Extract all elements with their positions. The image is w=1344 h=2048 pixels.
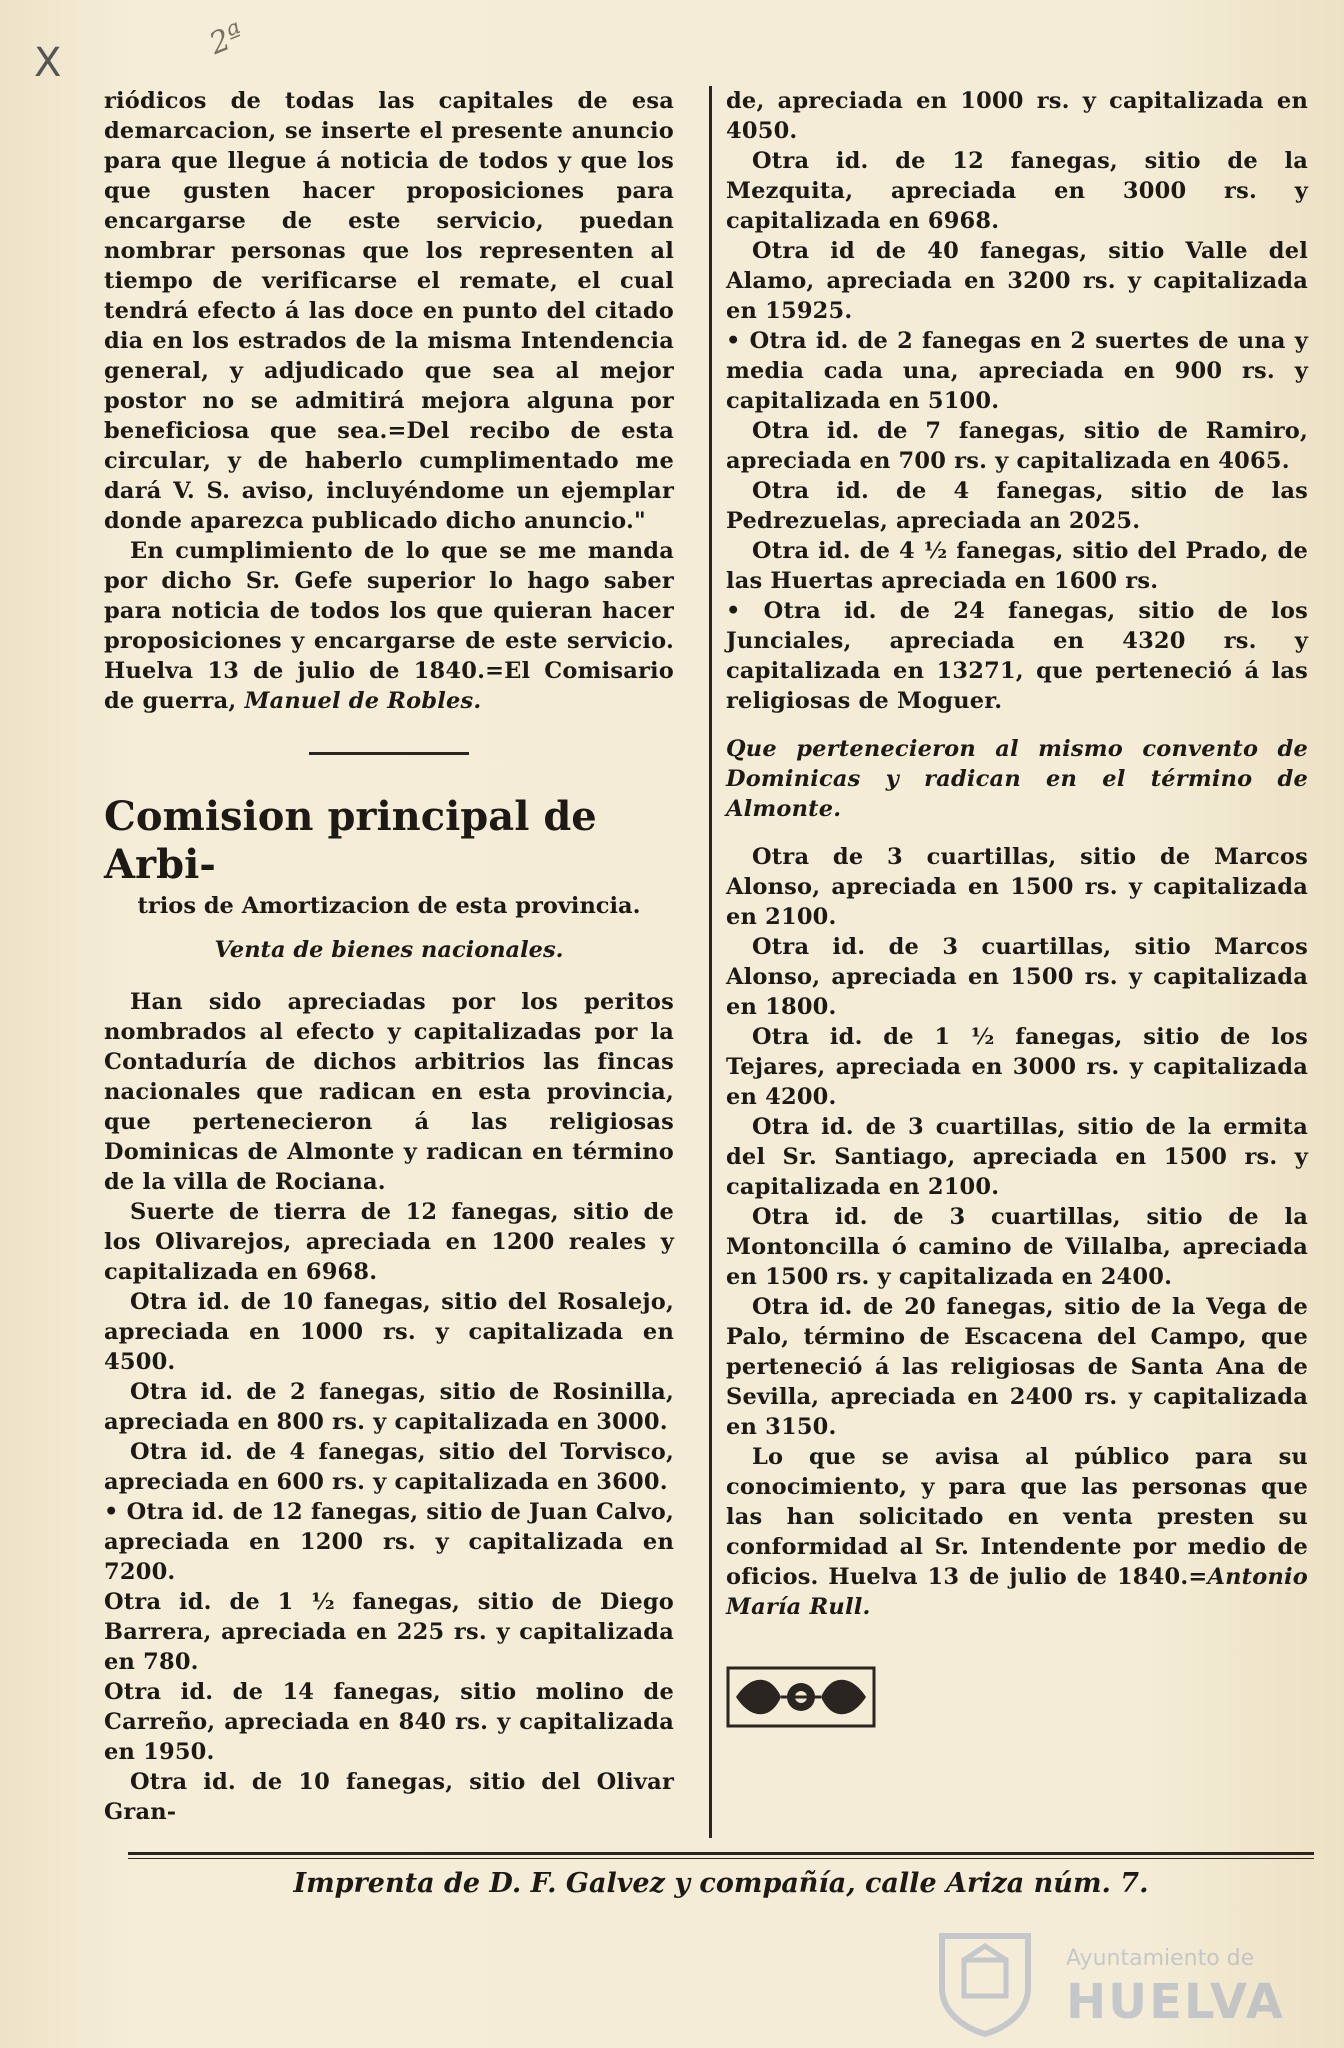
right-column [726, 86, 1308, 1732]
list-item: • Otra id. de 24 fanegas, sitio de los Junciales, apreciada en 4320 rs. y capitalizada en 13271, que perteneció á las religiosas de Moguer. [726, 598, 1308, 714]
list-item: Suerte de tierra de 12 fanegas, sitio de los Olivarejos, apreciada en 1200 reales y capitalizada en 6968. [104, 1199, 674, 1285]
list-item: Otra id. de 4 fanegas, sitio de las Pedrezuelas, apreciada an 2025. [726, 478, 1308, 534]
watermark-line2: HUELVA [1066, 1974, 1285, 2030]
handwritten-cross: X [34, 40, 62, 86]
footer-rule [128, 1852, 1314, 1855]
signature-robles: Manuel de Robles. [244, 688, 482, 714]
footer-rule-thin [128, 1858, 1314, 1859]
city-shield-icon [930, 1928, 1040, 2038]
list-item: Otra id. de 1 ½ fanegas, sitio de Diego Barrera, apreciada en 225 rs. y capitalizada en 780. [104, 1589, 674, 1675]
list-item: Otra id. de 2 fanegas, sitio de Rosinilla, apreciada en 800 rs. y capitalizada en 3000. [104, 1379, 674, 1435]
archive-watermark [930, 1928, 1285, 2038]
signature-rull: Antonio María Rull. [726, 1564, 1308, 1620]
decorative-ornament-icon [726, 1666, 876, 1728]
closing-text: Lo que se avisa al público para su conocimiento, y para que las personas que las han solicitado en venta presten su conformidad al Sr. Intendente por medio de oficios. Huelva 13 de julio de 1840.= [726, 1444, 1308, 1590]
list-item: de, apreciada en 1000 rs. y capitalizada en 4050. [726, 88, 1308, 144]
list-item: Otra id. de 1 ½ fanegas, sitio de los Tejares, apreciada en 3000 rs. y capitalizada en 4200. [726, 1024, 1308, 1110]
printer-imprint: Imprenta de D. F. Galvez y compañía, calle Ariza núm. 7. [293, 1868, 1149, 1899]
intro-paragraph: riódicos de todas las capitales de esa demarcacion, se inserte el presente anuncio para que llegue á noticia de todos y que los que gusten hacer proposiciones para encargarse de este servicio, puedan nombrar personas que los representen al tiempo de verificarse el remate, el cual tendrá efecto á las doce en punto del citado dia en los estrados de la misma Intendencia general, y adjudicado que sea al mejor postor no se admitirá mejora alguna por beneficiosa que sea.=Del recibo de esta circular, y de haberlo cumplimentado me dará V. S. aviso, incluyéndome un ejemplar donde aparezca publicado dicho anuncio." [104, 88, 674, 534]
announcement-paragraph: Han sido apreciadas por los peritos nombrados al efecto y capitalizadas por la Contaduría de dichos arbitrios las fincas nacionales que radican en esta provincia, que pertenecieron á las religiosas Dominicas de Almonte y radican en término de la villa de Rociana. [104, 989, 674, 1195]
compliance-text: En cumplimiento de lo que se me manda por dicho Sr. Gefe superior lo hago saber para noticia de todos los que quieran hacer proposiciones y encargarse de este servicio. Huelva 13 de julio de 1840.=El Comisario de guerra, [104, 538, 674, 714]
handwritten-annotation: 2ª [204, 17, 249, 62]
almonte-section-title: Que pertenecieron al mismo convento de Dominicas y radican en el término de Almonte. [726, 736, 1308, 822]
list-item: Otra id. de 3 cuartillas, sitio de la Montoncilla ó camino de Villalba, apreciada en 1500 rs. y capitalizada en 2400. [726, 1204, 1308, 1290]
list-item: Otra id de 40 fanegas, sitio Valle del Alamo, apreciada en 3200 rs. y capitalizada en 15925. [726, 238, 1308, 324]
list-item: Otra id. de 3 cuartillas, sitio Marcos Alonso, apreciada en 1500 rs. y capitalizada en 1800. [726, 934, 1308, 1020]
list-item: • Otra id. de 2 fanegas en 2 suertes de una y media cada una, apreciada en 900 rs. y capitalizada en 5100. [726, 328, 1308, 414]
list-item: • Otra id. de 12 fanegas, sitio de Juan Calvo, apreciada en 1200 rs. y capitalizada en 7200. [104, 1499, 674, 1585]
list-item: Otra id. de 10 fanegas, sitio del Rosalejo, apreciada en 1000 rs. y capitalizada en 4500. [104, 1289, 674, 1375]
list-item: Otra id. de 20 fanegas, sitio de la Vega de Palo, término de Escacena del Campo, que perteneció á las religiosas de Santa Ana de Sevilla, apreciada en 2400 rs. y capitalizada en 3150. [726, 1294, 1308, 1440]
list-item: Otra id. de 4 fanegas, sitio del Torvisco, apreciada en 600 rs. y capitalizada en 3600. [104, 1439, 674, 1495]
list-item: Otra id. de 10 fanegas, sitio del Olivar Gran- [104, 1769, 674, 1825]
list-item: Otra de 3 cuartillas, sitio de Marcos Alonso, apreciada en 1500 rs. y capitalizada en 2100. [726, 844, 1308, 930]
list-item: Otra id. de 4 ½ fanegas, sitio del Prado, de las Huertas apreciada en 1600 rs. [726, 538, 1308, 594]
watermark-line1: Ayuntamiento de [1066, 1946, 1255, 1971]
compliance-paragraph [104, 536, 674, 716]
list-item: Otra id. de 7 fanegas, sitio de Ramiro, apreciada en 700 rs. y capitalizada en 4065. [726, 418, 1308, 474]
section-separator [309, 752, 469, 755]
left-column [104, 86, 674, 1827]
column-divider [709, 86, 712, 1838]
closing-paragraph [726, 1442, 1308, 1622]
sale-title: Venta de bienes nacionales. [214, 937, 564, 963]
list-item: Otra id. de 3 cuartillas, sitio de la ermita del Sr. Santiago, apreciada en 1500 rs. y capitalizada en 2100. [726, 1114, 1308, 1200]
list-item: Otra id. de 12 fanegas, sitio de la Mezquita, apreciada en 3000 rs. y capitalizada en 6968. [726, 148, 1308, 234]
list-item: Otra id. de 14 fanegas, sitio molino de Carreño, apreciada en 840 rs. y capitalizada en 1950. [104, 1679, 674, 1765]
commission-subheading: trios de Amortizacion de esta provincia. [137, 893, 641, 919]
commission-heading: Comision principal de Arbi- [104, 793, 597, 888]
